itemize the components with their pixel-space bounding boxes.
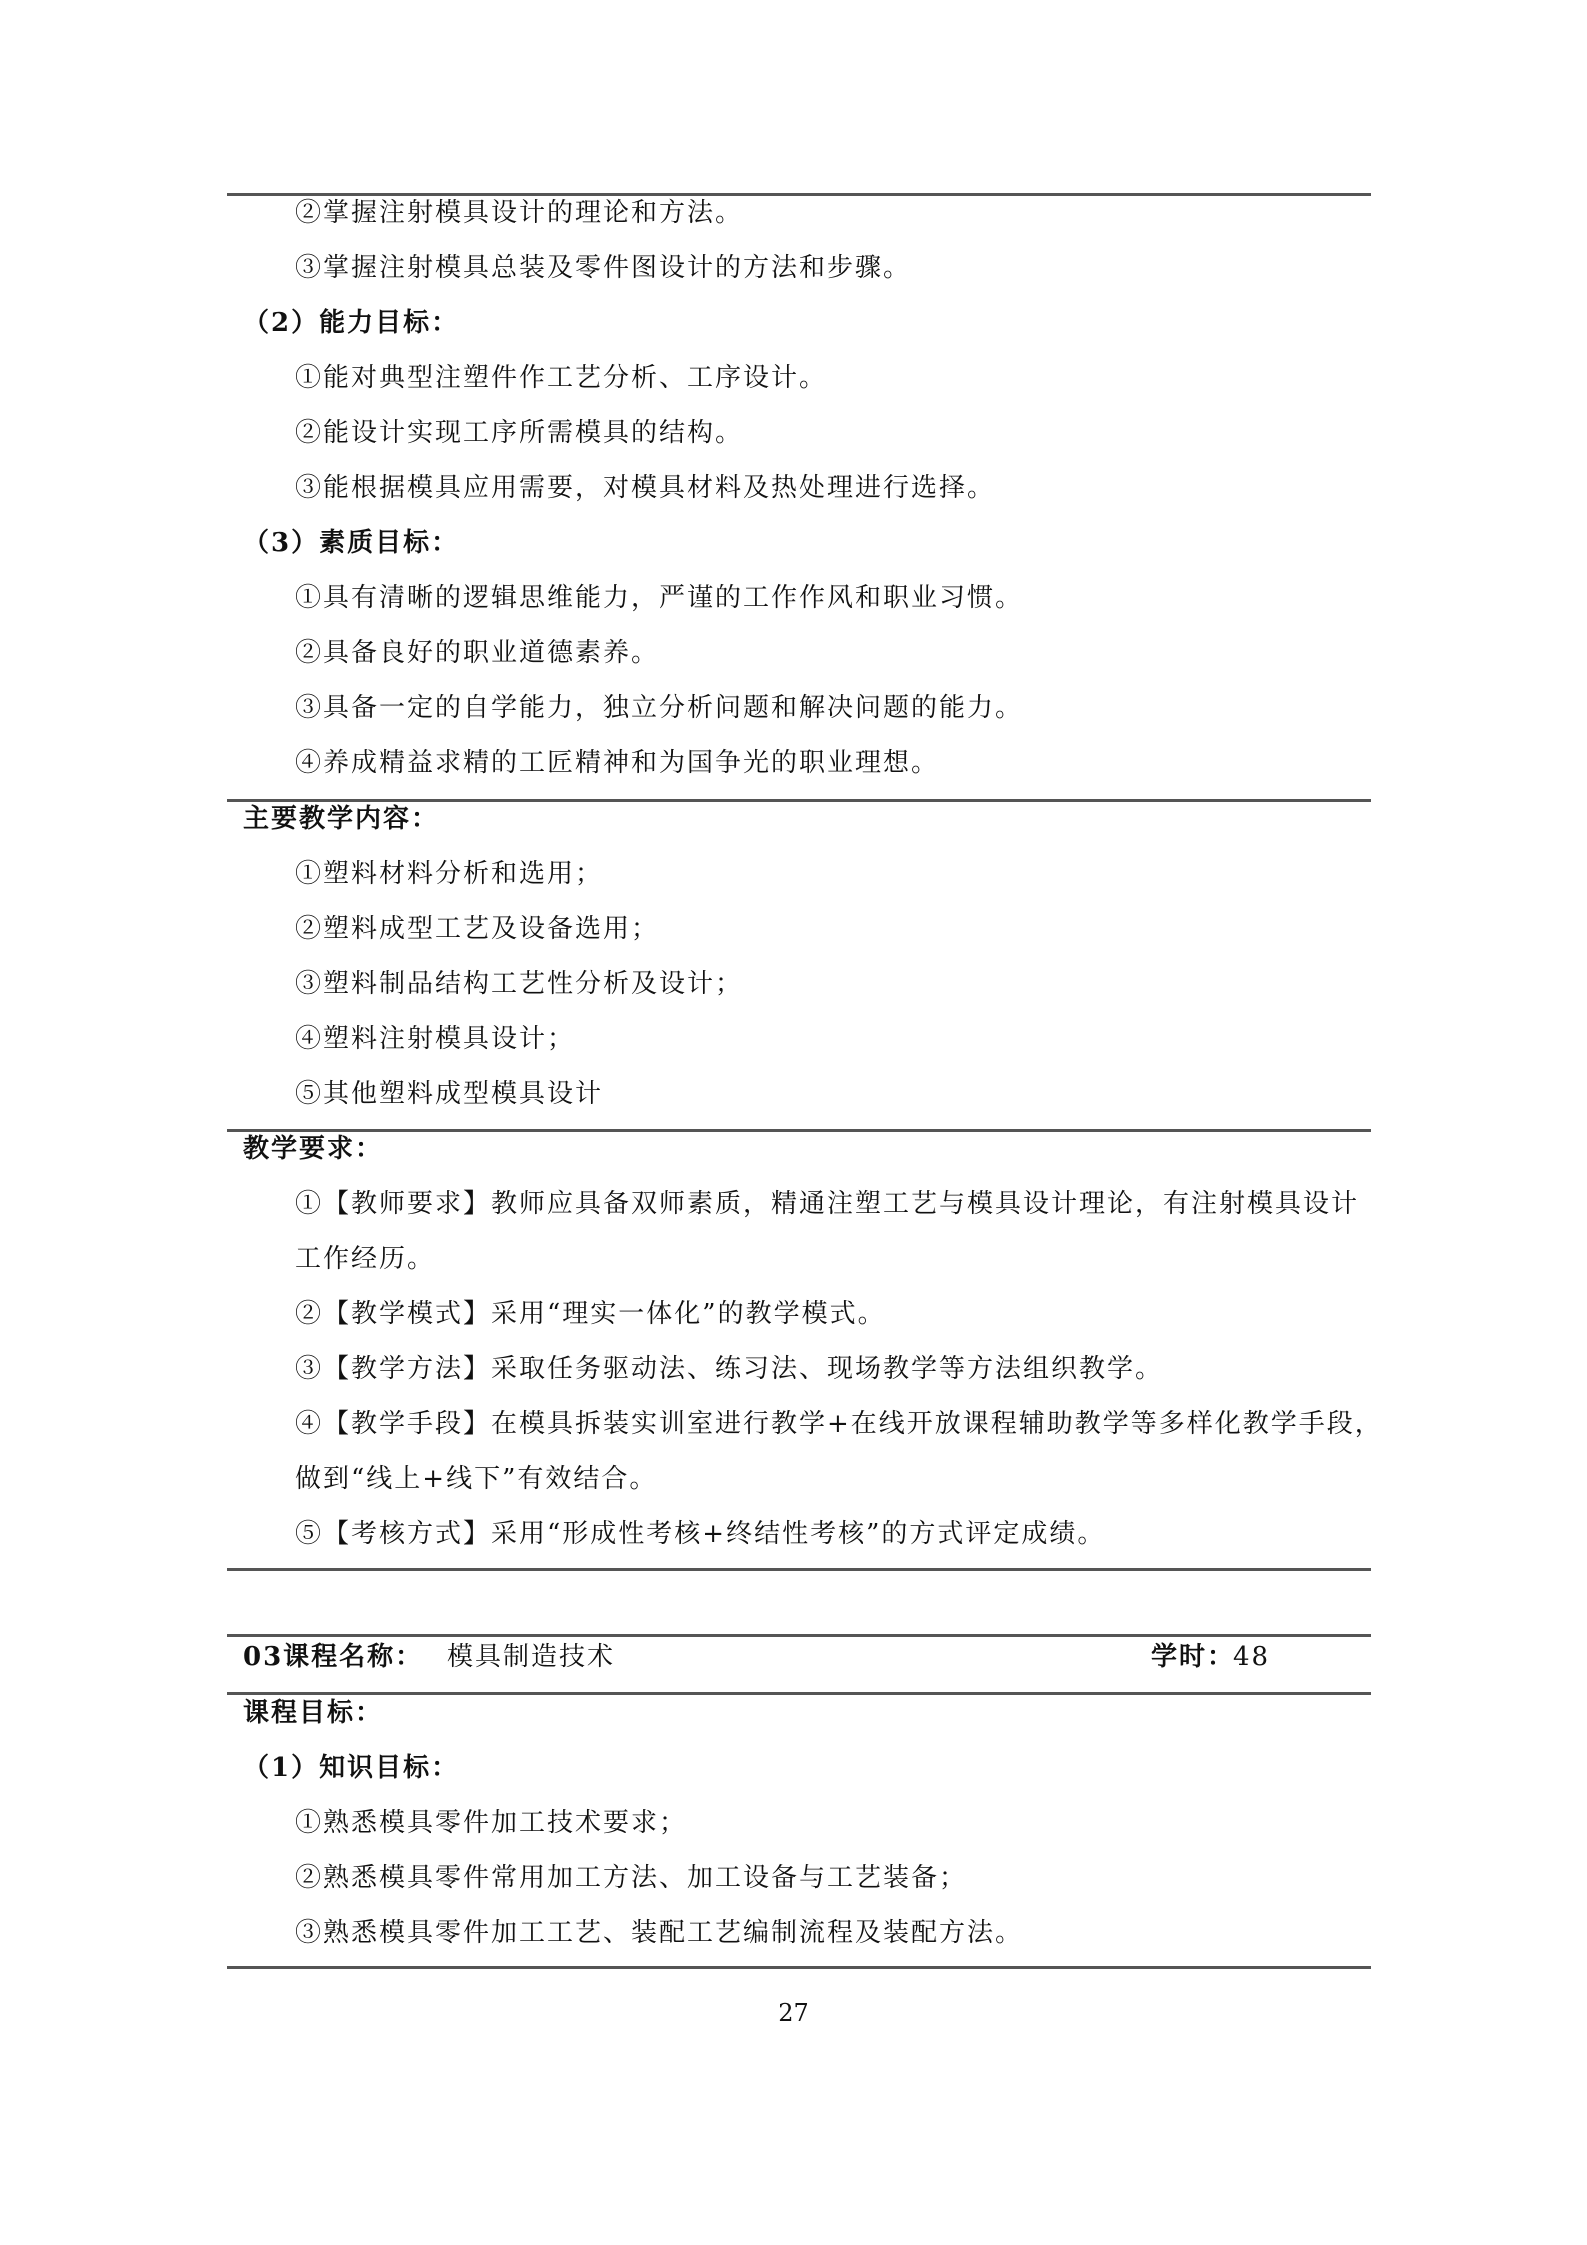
course-name: 模具制造技术	[447, 1642, 616, 1672]
requirement-line: ⑤【考核方式】采用“形成性考核+终结性考核”的方式评定成绩。	[295, 1519, 1106, 1549]
ability-item: ③能根据模具应用需要，对模具材料及热处理进行选择。	[295, 473, 996, 503]
knowledge-item: ③掌握注射模具总装及零件图设计的方法和步骤。	[295, 253, 912, 283]
requirement-line: 做到“线上+线下”有效结合。	[295, 1464, 658, 1494]
content-item: ②塑料成型工艺及设备选用；	[295, 914, 660, 944]
requirement-line: ②【教学模式】采用“理实一体化”的教学模式。	[295, 1299, 886, 1329]
quality-item: ②具备良好的职业道德素养。	[295, 638, 660, 668]
course-header-row	[243, 1638, 1343, 1676]
course-goal-heading: 课程目标：	[243, 1698, 384, 1728]
requirement-line: 工作经历。	[295, 1244, 436, 1274]
content-item: ①塑料材料分析和选用；	[295, 859, 604, 889]
content-item: ④塑料注射模具设计；	[295, 1024, 576, 1054]
quality-heading: （3）素质目标：	[243, 528, 460, 558]
course-hours: 48	[1233, 1642, 1271, 1672]
quality-item: ③具备一定的自学能力，独立分析问题和解决问题的能力。	[295, 693, 1024, 723]
page-number: 27	[778, 1999, 809, 2027]
course-name-label: 03课程名称：	[243, 1642, 424, 1672]
requirements-heading: 教学要求：	[243, 1134, 384, 1164]
content-item: ⑤其他塑料成型模具设计	[295, 1079, 604, 1109]
knowledge-item: ②掌握注射模具设计的理论和方法。	[295, 198, 744, 228]
ability-item: ②能设计实现工序所需模具的结构。	[295, 418, 744, 448]
table-rule	[227, 1966, 1371, 1969]
requirement-line: ①【教师要求】教师应具备双师素质，精通注塑工艺与模具设计理论，有注射模具设计	[295, 1189, 1360, 1219]
table-rule	[227, 1634, 1371, 1637]
table-rule	[227, 1692, 1371, 1695]
table-rule	[227, 1568, 1371, 1571]
requirement-line: ④【教学手段】在模具拆装实训室进行教学+在线开放课程辅助教学等多样化教学手段，	[295, 1409, 1383, 1439]
content-item: ③塑料制品结构工艺性分析及设计；	[295, 969, 744, 999]
quality-item: ①具有清晰的逻辑思维能力，严谨的工作作风和职业习惯。	[295, 583, 1024, 613]
quality-item: ④养成精益求精的工匠精神和为国争光的职业理想。	[295, 748, 940, 778]
knowledge-item: ①熟悉模具零件加工技术要求；	[295, 1808, 688, 1838]
ability-heading: （2）能力目标：	[243, 308, 460, 338]
knowledge-heading: （1）知识目标：	[243, 1753, 460, 1783]
ability-item: ①能对典型注塑件作工艺分析、工序设计。	[295, 363, 828, 393]
requirement-line: ③【教学方法】采取任务驱动法、练习法、现场教学等方法组织教学。	[295, 1354, 1164, 1384]
content-heading: 主要教学内容：	[243, 804, 440, 834]
knowledge-item: ②熟悉模具零件常用加工方法、加工设备与工艺装备；	[295, 1863, 968, 1893]
knowledge-item: ③熟悉模具零件加工工艺、装配工艺编制流程及装配方法。	[295, 1918, 1024, 1948]
course-hours-label: 学时：	[1151, 1642, 1236, 1672]
table-rule	[227, 1129, 1371, 1132]
